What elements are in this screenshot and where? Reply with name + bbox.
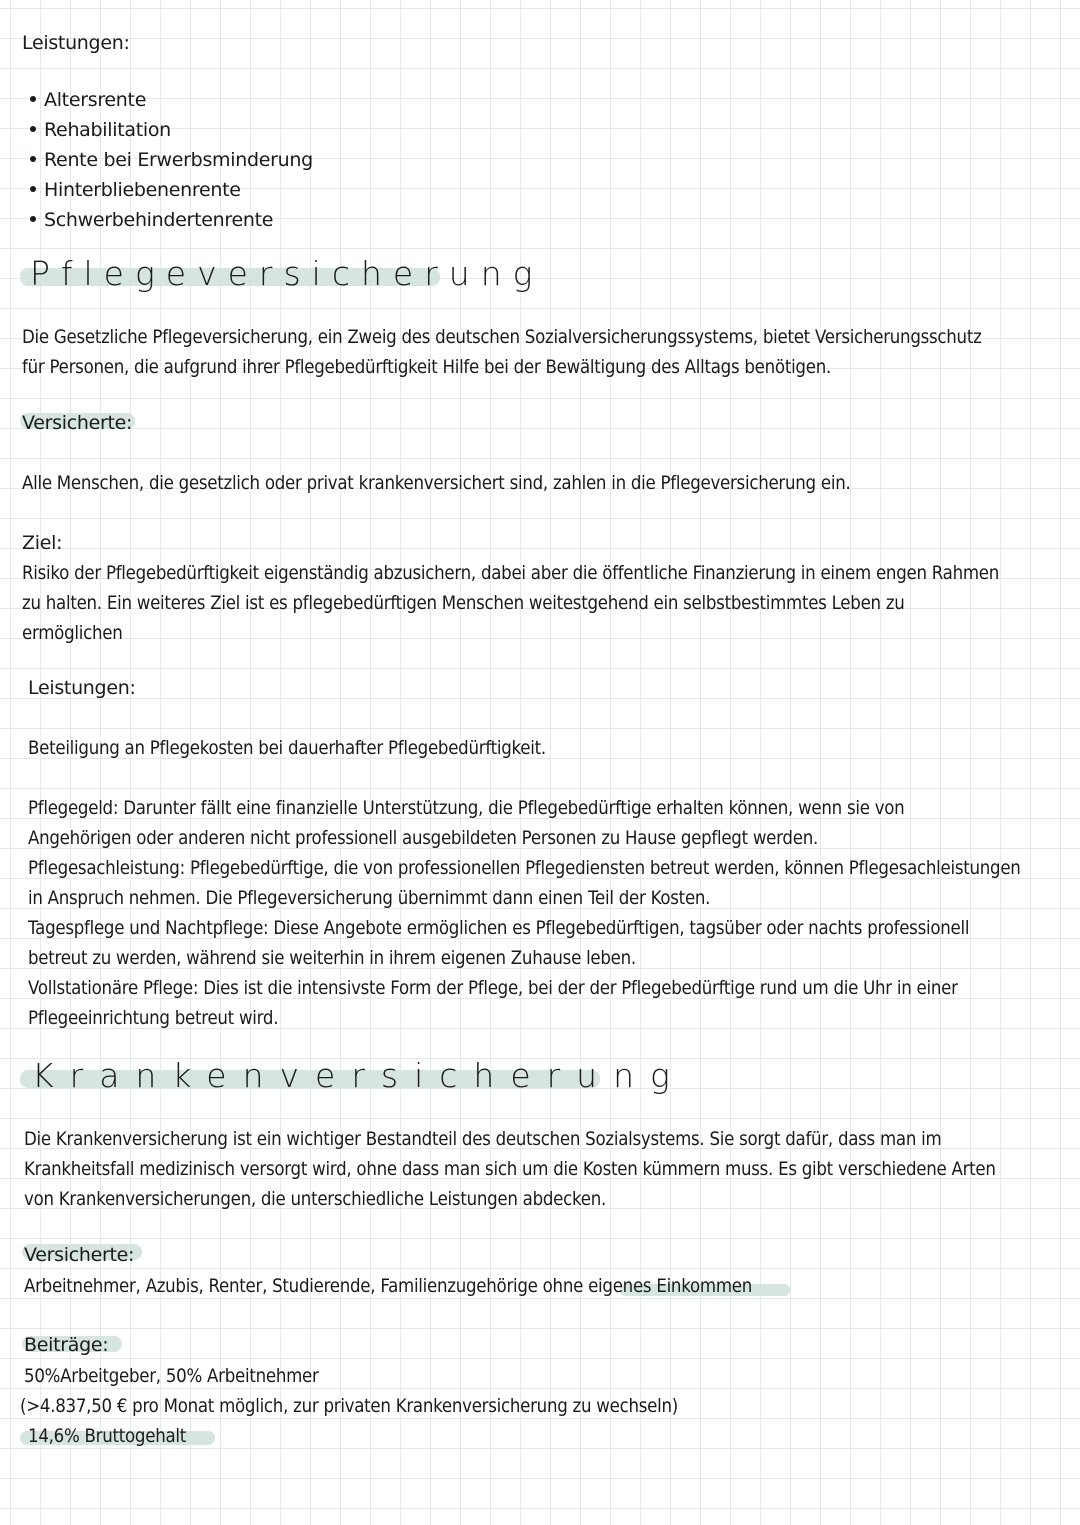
bullet-icon <box>30 216 36 222</box>
paragraph-line: Angehörigen oder anderen nicht professionell ausgebildeten Personen zu Hause gepflegt werden. <box>28 827 818 849</box>
paragraph-line: Risiko der Pflegebedürftigkeit eigenständig abzusichern, dabei aber die öffentliche Finanzierung in einem engen Rahmen <box>22 562 1000 584</box>
paragraph-line: (>4.837,50 € pro Monat möglich, zur privaten Krankenversicherung zu wechseln) <box>20 1395 678 1417</box>
list-item: Rente bei Erwerbsminderung <box>30 145 313 175</box>
section-label: Leistungen: <box>22 32 130 54</box>
list-item: Schwerbehindertenrente <box>30 205 273 235</box>
paragraph-line: von Krankenversicherungen, die unterschiedliche Leistungen abdecken. <box>24 1188 607 1210</box>
paragraph-line: 14,6% Bruttogehalt <box>28 1425 187 1447</box>
paragraph-line: zu halten. Ein weiteres Ziel ist es pflegebedürftigen Menschen weitestgehend ein selbstbestimmtes Leben zu <box>22 592 905 614</box>
paragraph-line: Beteiligung an Pflegekosten bei dauerhafter Pflegebedürftigkeit. <box>28 737 546 759</box>
paragraph-line: Pflegeeinrichtung betreut wird. <box>28 1007 279 1029</box>
paragraph-line: Pflegegeld: Darunter fällt eine finanzielle Unterstützung, die Pflegebedürftige erhalten können, wenn sie von <box>28 797 905 819</box>
paragraph-line: in Anspruch nehmen. Die Pflegeversicherung übernimmt dann einen Teil der Kosten. <box>28 887 711 909</box>
paragraph-line: ermöglichen <box>22 622 123 644</box>
bullet-icon <box>30 186 36 192</box>
list-item: Altersrente <box>30 85 146 115</box>
paragraph-line: Vollstationäre Pflege: Dies ist die intensivste Form der Pflege, bei der der Pflegebedürftige rund um die Uhr in einer <box>28 977 958 999</box>
paragraph-line: Krankheitsfall medizinisch versorgt wird, ohne dass man sich um die Kosten kümmern muss. Es gibt verschiedene Arten <box>24 1158 996 1180</box>
section-heading-pflege: Pflegeversicherung <box>30 254 544 293</box>
section-label: Ziel: <box>22 532 63 554</box>
bullet-icon <box>30 126 36 132</box>
paragraph-line: Die Gesetzliche Pflegeversicherung, ein Zweig des deutschen Sozialversicherungssystems, bietet Versicherungsschutz <box>22 326 982 348</box>
paragraph-line: Alle Menschen, die gesetzlich oder privat krankenversichert sind, zahlen in die Pflegeversicherung ein. <box>22 472 851 494</box>
paragraph-line: betreut zu werden, während sie weiterhin in ihrem eigenen Zuhause leben. <box>28 947 636 969</box>
list-item: Hinterbliebenenrente <box>30 175 241 205</box>
paragraph-line: Die Krankenversicherung ist ein wichtiger Bestandteil des deutschen Sozialsystems. Sie sorgt dafür, dass man im <box>24 1128 942 1150</box>
section-heading-kranken: Krankenversicherung <box>32 1056 686 1095</box>
paragraph-line: 50%Arbeitgeber, 50% Arbeitnehmer <box>24 1365 319 1387</box>
section-label: Beiträge: <box>24 1334 109 1356</box>
list-item: Rehabilitation <box>30 115 171 145</box>
section-label: Leistungen: <box>28 677 136 699</box>
paragraph-line: Arbeitnehmer, Azubis, Renter, Studierende, Familienzugehörige ohne eigenes Einkommen <box>24 1275 752 1297</box>
paragraph-line: Tagespflege und Nachtpflege: Diese Angebote ermöglichen es Pflegebedürftigen, tagsüber oder nachts professionell <box>28 917 970 939</box>
bullet-icon <box>30 96 36 102</box>
bullet-icon <box>30 156 36 162</box>
section-label: Versicherte: <box>22 412 133 434</box>
paragraph-line: Pflegesachleistung: Pflegebedürftige, die von professionellen Pflegediensten betreut werden, können Pflegesachleistungen <box>28 857 1021 879</box>
paragraph-line: für Personen, die aufgrund ihrer Pflegebedürftigkeit Hilfe bei der Bewältigung des Alltags benötigen. <box>22 356 831 378</box>
section-label: Versicherte: <box>24 1244 135 1266</box>
